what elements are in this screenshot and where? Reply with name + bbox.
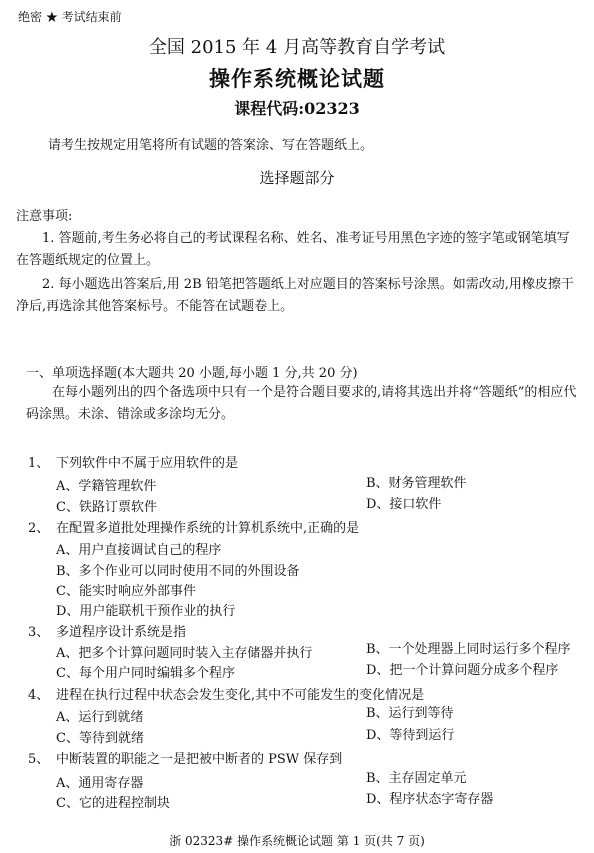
option-b: B、主存固定单元 <box>366 771 467 786</box>
option-c: C、等待到就绪 <box>56 731 144 746</box>
option-a: A、通用寄存器 <box>56 776 144 791</box>
option-b: B、财务管理软件 <box>366 476 467 491</box>
question-number: 5、 <box>28 752 50 767</box>
option-c: C、能实时响应外部事件 <box>56 584 196 599</box>
option-c: C、每个用户同时编辑多个程序 <box>56 666 235 681</box>
notes-heading: 注意事项: <box>16 209 73 224</box>
option-a: A、用户直接调试自己的程序 <box>56 543 222 558</box>
answer-instruction: 请考生按规定用笔将所有试题的答案涂、写在答题纸上。 <box>48 138 374 153</box>
question-stem: 进程在执行过程中状态会发生变化,其中不可能发生的变化情况是 <box>56 688 425 703</box>
option-c: C、铁路订票软件 <box>56 500 157 515</box>
option-c: C、它的进程控制块 <box>56 796 170 811</box>
option-d: D、把一个计算问题分成多个程序 <box>366 663 559 678</box>
note-item: 1. 答题前,考生务必将自己的考试课程名称、姓名、准考证号用黑色字迹的签字笔或钢笔填写在答题纸规定的位置上。 <box>16 231 570 268</box>
part-title: 一、单项选择题(本大题共 20 小题,每小题 1 分,共 20 分) <box>26 366 358 381</box>
option-b: B、多个作业可以同时使用不同的外围设备 <box>56 564 300 579</box>
option-b: B、一个处理器上同时运行多个程序 <box>366 642 571 657</box>
question-number: 3、 <box>28 625 50 640</box>
note-item: 2. 每小题选出答案后,用 2B 铅笔把答题纸上对应题目的答案标号涂黑。如需改动,用橡皮擦干净后,再选涂其他答案标号。不能答在试题卷上。 <box>16 277 574 314</box>
course-code: 课程代码:02323 <box>234 99 360 118</box>
option-a: A、运行到就绪 <box>56 710 144 725</box>
question-stem: 在配置多道批处理操作系统的计算机系统中,正确的是 <box>56 521 360 536</box>
question-number: 2、 <box>28 521 50 536</box>
option-d: D、程序状态字寄存器 <box>366 792 494 807</box>
part-description: 在每小题列出的四个备选项中只有一个是符合题目要求的,请将其选出并将“答题纸”的相应代码涂黑。未涂、错涂或多涂均无分。 <box>26 385 577 422</box>
question-stem: 中断装置的职能之一是把被中断者的 PSW 保存到 <box>56 752 343 767</box>
section-title: 选择题部分 <box>259 169 335 187</box>
question-stem: 多道程序设计系统是指 <box>56 625 187 640</box>
option-d: D、用户能联机干预作业的执行 <box>56 604 236 619</box>
question-number: 4、 <box>28 688 50 703</box>
question-number: 1、 <box>28 456 50 471</box>
option-d: D、接口软件 <box>366 497 442 512</box>
page-footer: 浙 02323# 操作系统概论试题 第 1 页(共 7 页) <box>169 834 425 848</box>
subject-title: 操作系统概论试题 <box>209 66 385 91</box>
option-b: B、运行到等待 <box>366 706 454 721</box>
question-stem: 下列软件中不属于应用软件的是 <box>56 456 239 471</box>
option-a: A、把多个计算问题同时装入主存储器并执行 <box>56 646 313 661</box>
exam-title: 全国 2015 年 4 月高等教育自学考试 <box>148 37 446 58</box>
secret-mark: 绝密 ★ 考试结束前 <box>18 10 122 24</box>
option-a: A、学籍管理软件 <box>56 479 157 494</box>
option-d: D、等待到运行 <box>366 728 455 743</box>
